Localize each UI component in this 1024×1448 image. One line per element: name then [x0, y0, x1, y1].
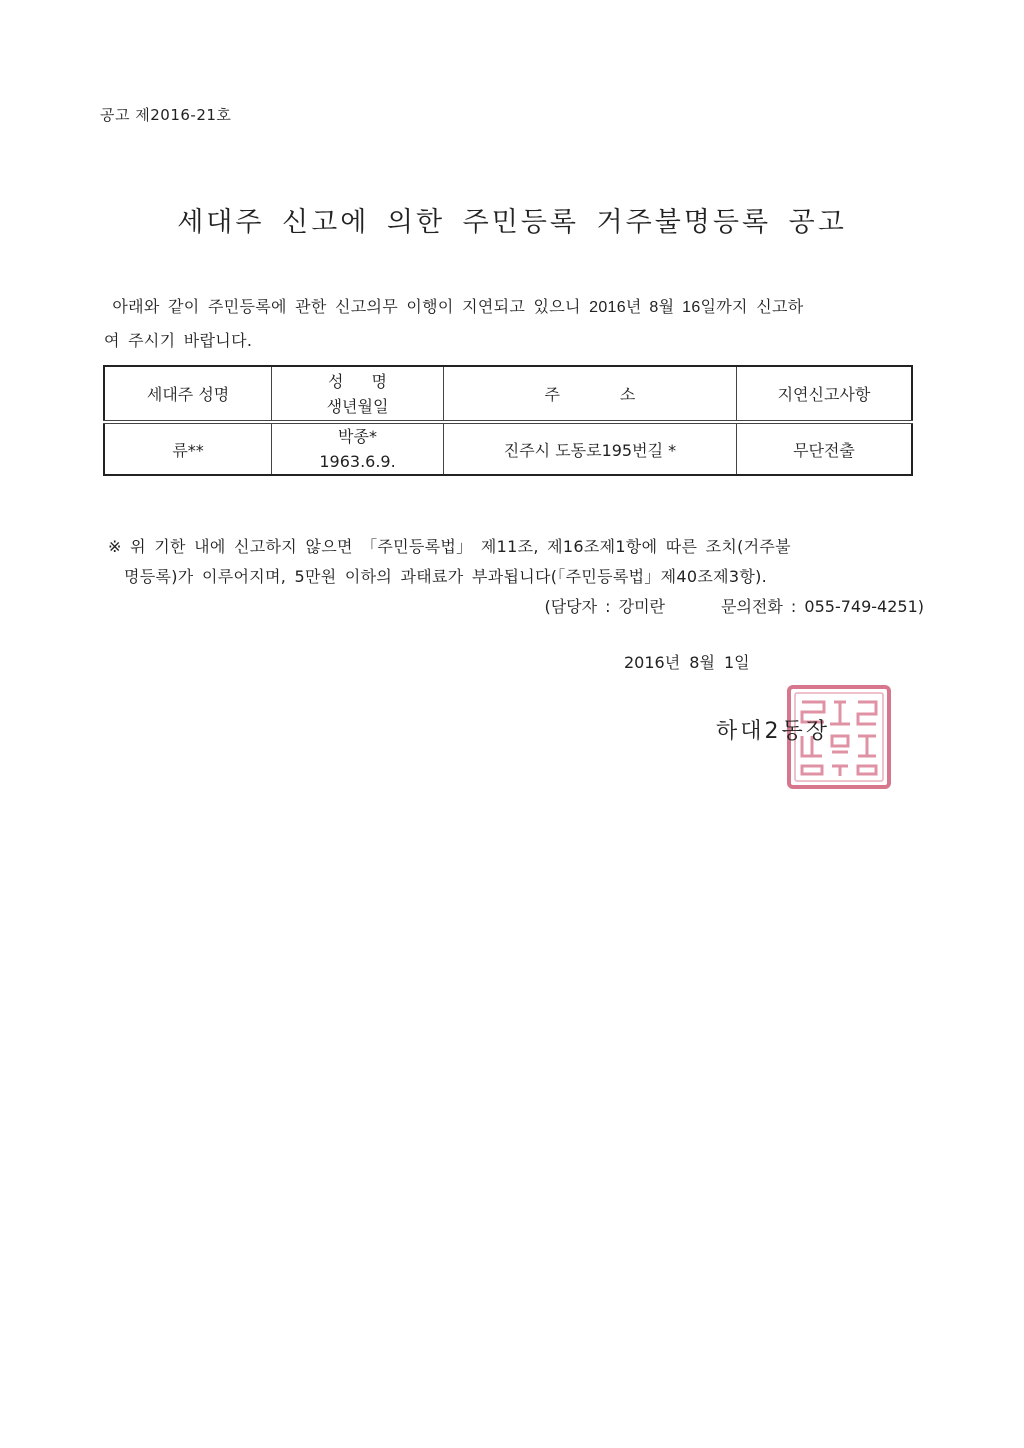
header-name-birthdate [272, 366, 444, 422]
table-row [104, 422, 912, 475]
cell-householder: 류** [104, 422, 272, 475]
householder-table [103, 365, 913, 476]
header-address-label: 주소 [544, 385, 696, 404]
intro-line-1 [104, 290, 924, 324]
header-birthdate: 생년월일 [326, 396, 389, 416]
remark-line-2: 명등록)가 이루어지며, 5만원 이하의 과태료가 부과됩니다(「주민등록법」제40조제3항). [124, 567, 768, 586]
header-address [443, 366, 736, 422]
page-title: 세대주 신고에 의한 주민등록 거주불명등록 공고 [177, 207, 847, 238]
contact-phone: 문의전화 : 055-749-4251) [721, 597, 924, 616]
cell-overdue-item: 무단전출 [736, 422, 912, 475]
cell-name: 박종* [338, 427, 377, 446]
header-overdue-item: 지연신고사항 [736, 366, 912, 422]
notice-number: 공고 제2016-21호 [100, 106, 232, 124]
table-header-row [104, 366, 912, 422]
cell-birthdate: 1963.6.9. [319, 452, 396, 471]
issue-date: 2016년 8월 1일 [624, 653, 750, 672]
contact-info [544, 594, 924, 617]
cell-address: 진주시 도동로195번길 * [443, 422, 736, 475]
header-householder-name: 세대주 성명 [104, 366, 272, 422]
remark-line-1: ※ 위 기한 내에 신고하지 않으면 「주민등록법」 제11조, 제16조제1항에 따른 조치(거주불 [108, 537, 791, 556]
intro-line-2: 여 주시기 바랍니다. [104, 331, 253, 350]
intro-paragraph [104, 290, 924, 357]
header-name: 성명 [328, 371, 415, 391]
intro-text-a: 아래와 같이 주민등록에 관한 신고의무 이행이 지연되고 있으니 [112, 297, 590, 316]
intro-deadline-date: 2016년 8월 16일 [589, 299, 717, 316]
issuer-name: 하대2동장 [716, 719, 831, 744]
contact-person: (담당자 : 강미란 [544, 597, 666, 616]
intro-text-b: 까지 신고하 [716, 297, 804, 316]
remark-paragraph [108, 532, 928, 592]
cell-name-birthdate [272, 422, 444, 475]
